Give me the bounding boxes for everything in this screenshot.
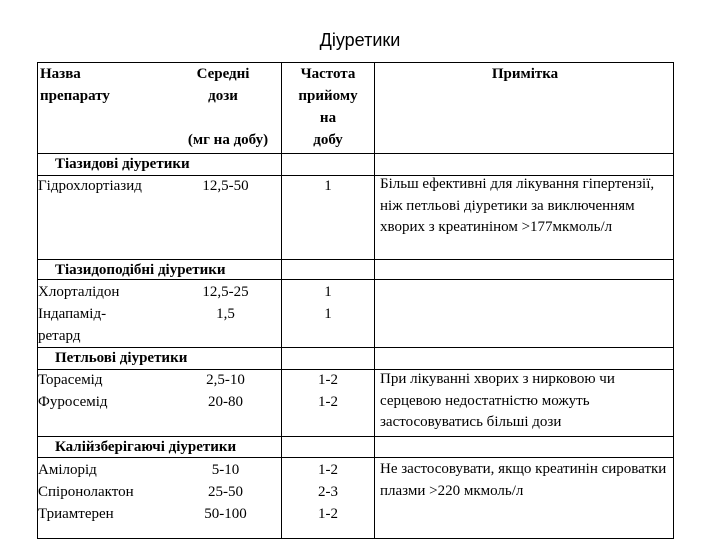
drug-name: Хлорталідон bbox=[38, 284, 120, 300]
drug-frequency: 1-2 bbox=[318, 462, 338, 478]
page-title: Діуретики bbox=[319, 30, 401, 50]
column-divider bbox=[374, 63, 375, 538]
drug-frequency: 1-2 bbox=[318, 394, 338, 410]
header-name-line2: препарату bbox=[40, 88, 110, 104]
drug-dose: 12,5-50 bbox=[202, 178, 249, 194]
drug-name: Триамтерен bbox=[38, 506, 114, 522]
drug-name-line2: ретард bbox=[38, 328, 81, 344]
drug-dose: 12,5-25 bbox=[202, 284, 249, 300]
section-title: Тіазидові діуретики bbox=[55, 156, 190, 172]
section-title: Калійзберігаючі діуретики bbox=[55, 439, 237, 455]
drug-frequency: 2-3 bbox=[318, 484, 338, 500]
header-freq-line4: добу bbox=[313, 132, 343, 148]
drug-frequency: 1 bbox=[324, 178, 332, 194]
header-dose-line1: Середні bbox=[196, 66, 250, 82]
section-note: При лікуванні хворих з нирковою чи серцевою недостатністю можуть застосовуватись більші дози bbox=[380, 371, 615, 430]
drug-frequency: 1 bbox=[324, 306, 332, 322]
diuretics-table bbox=[37, 62, 674, 539]
drug-dose: 2,5-10 bbox=[206, 372, 245, 388]
drug-name-line1: Індапамід- bbox=[38, 306, 107, 322]
header-dose-line2: дози bbox=[208, 88, 238, 104]
header-freq-line3: на bbox=[319, 110, 337, 126]
drug-frequency: 1-2 bbox=[318, 372, 338, 388]
header-freq-line1: Частота bbox=[300, 66, 356, 82]
header-freq-line2: прийому bbox=[298, 88, 358, 104]
header-name-line1: Назва bbox=[40, 66, 81, 82]
drug-name: Фуросемід bbox=[38, 394, 108, 410]
section-note: Не застосовувати, якщо креатинін сироватки плазми >220 мкмоль/л bbox=[380, 461, 667, 499]
drug-dose: 25-50 bbox=[208, 484, 243, 500]
section-title: Петльові діуретики bbox=[55, 350, 188, 366]
section-title: Тіазидоподібні діуретики bbox=[55, 262, 226, 278]
header-note: Примітка bbox=[491, 66, 559, 82]
drug-name: Торасемід bbox=[38, 372, 103, 388]
header-dose-unit: (мг на добу) bbox=[187, 132, 269, 148]
drug-name: Амілорід bbox=[38, 462, 97, 478]
drug-dose: 50-100 bbox=[204, 506, 247, 522]
drug-dose: 1,5 bbox=[216, 306, 235, 322]
section-note: Більш ефективні для лікування гіпертензії, ніж петльові діуретики за виключенням хворих з креатиніном >177мкмоль/л bbox=[380, 176, 655, 235]
drug-dose: 20-80 bbox=[208, 394, 243, 410]
drug-name: Спіронолактон bbox=[38, 484, 134, 500]
drug-name: Гідрохлортіазид bbox=[38, 178, 142, 194]
drug-frequency: 1 bbox=[324, 284, 332, 300]
drug-dose: 5-10 bbox=[211, 462, 240, 478]
drug-frequency: 1-2 bbox=[318, 506, 338, 522]
